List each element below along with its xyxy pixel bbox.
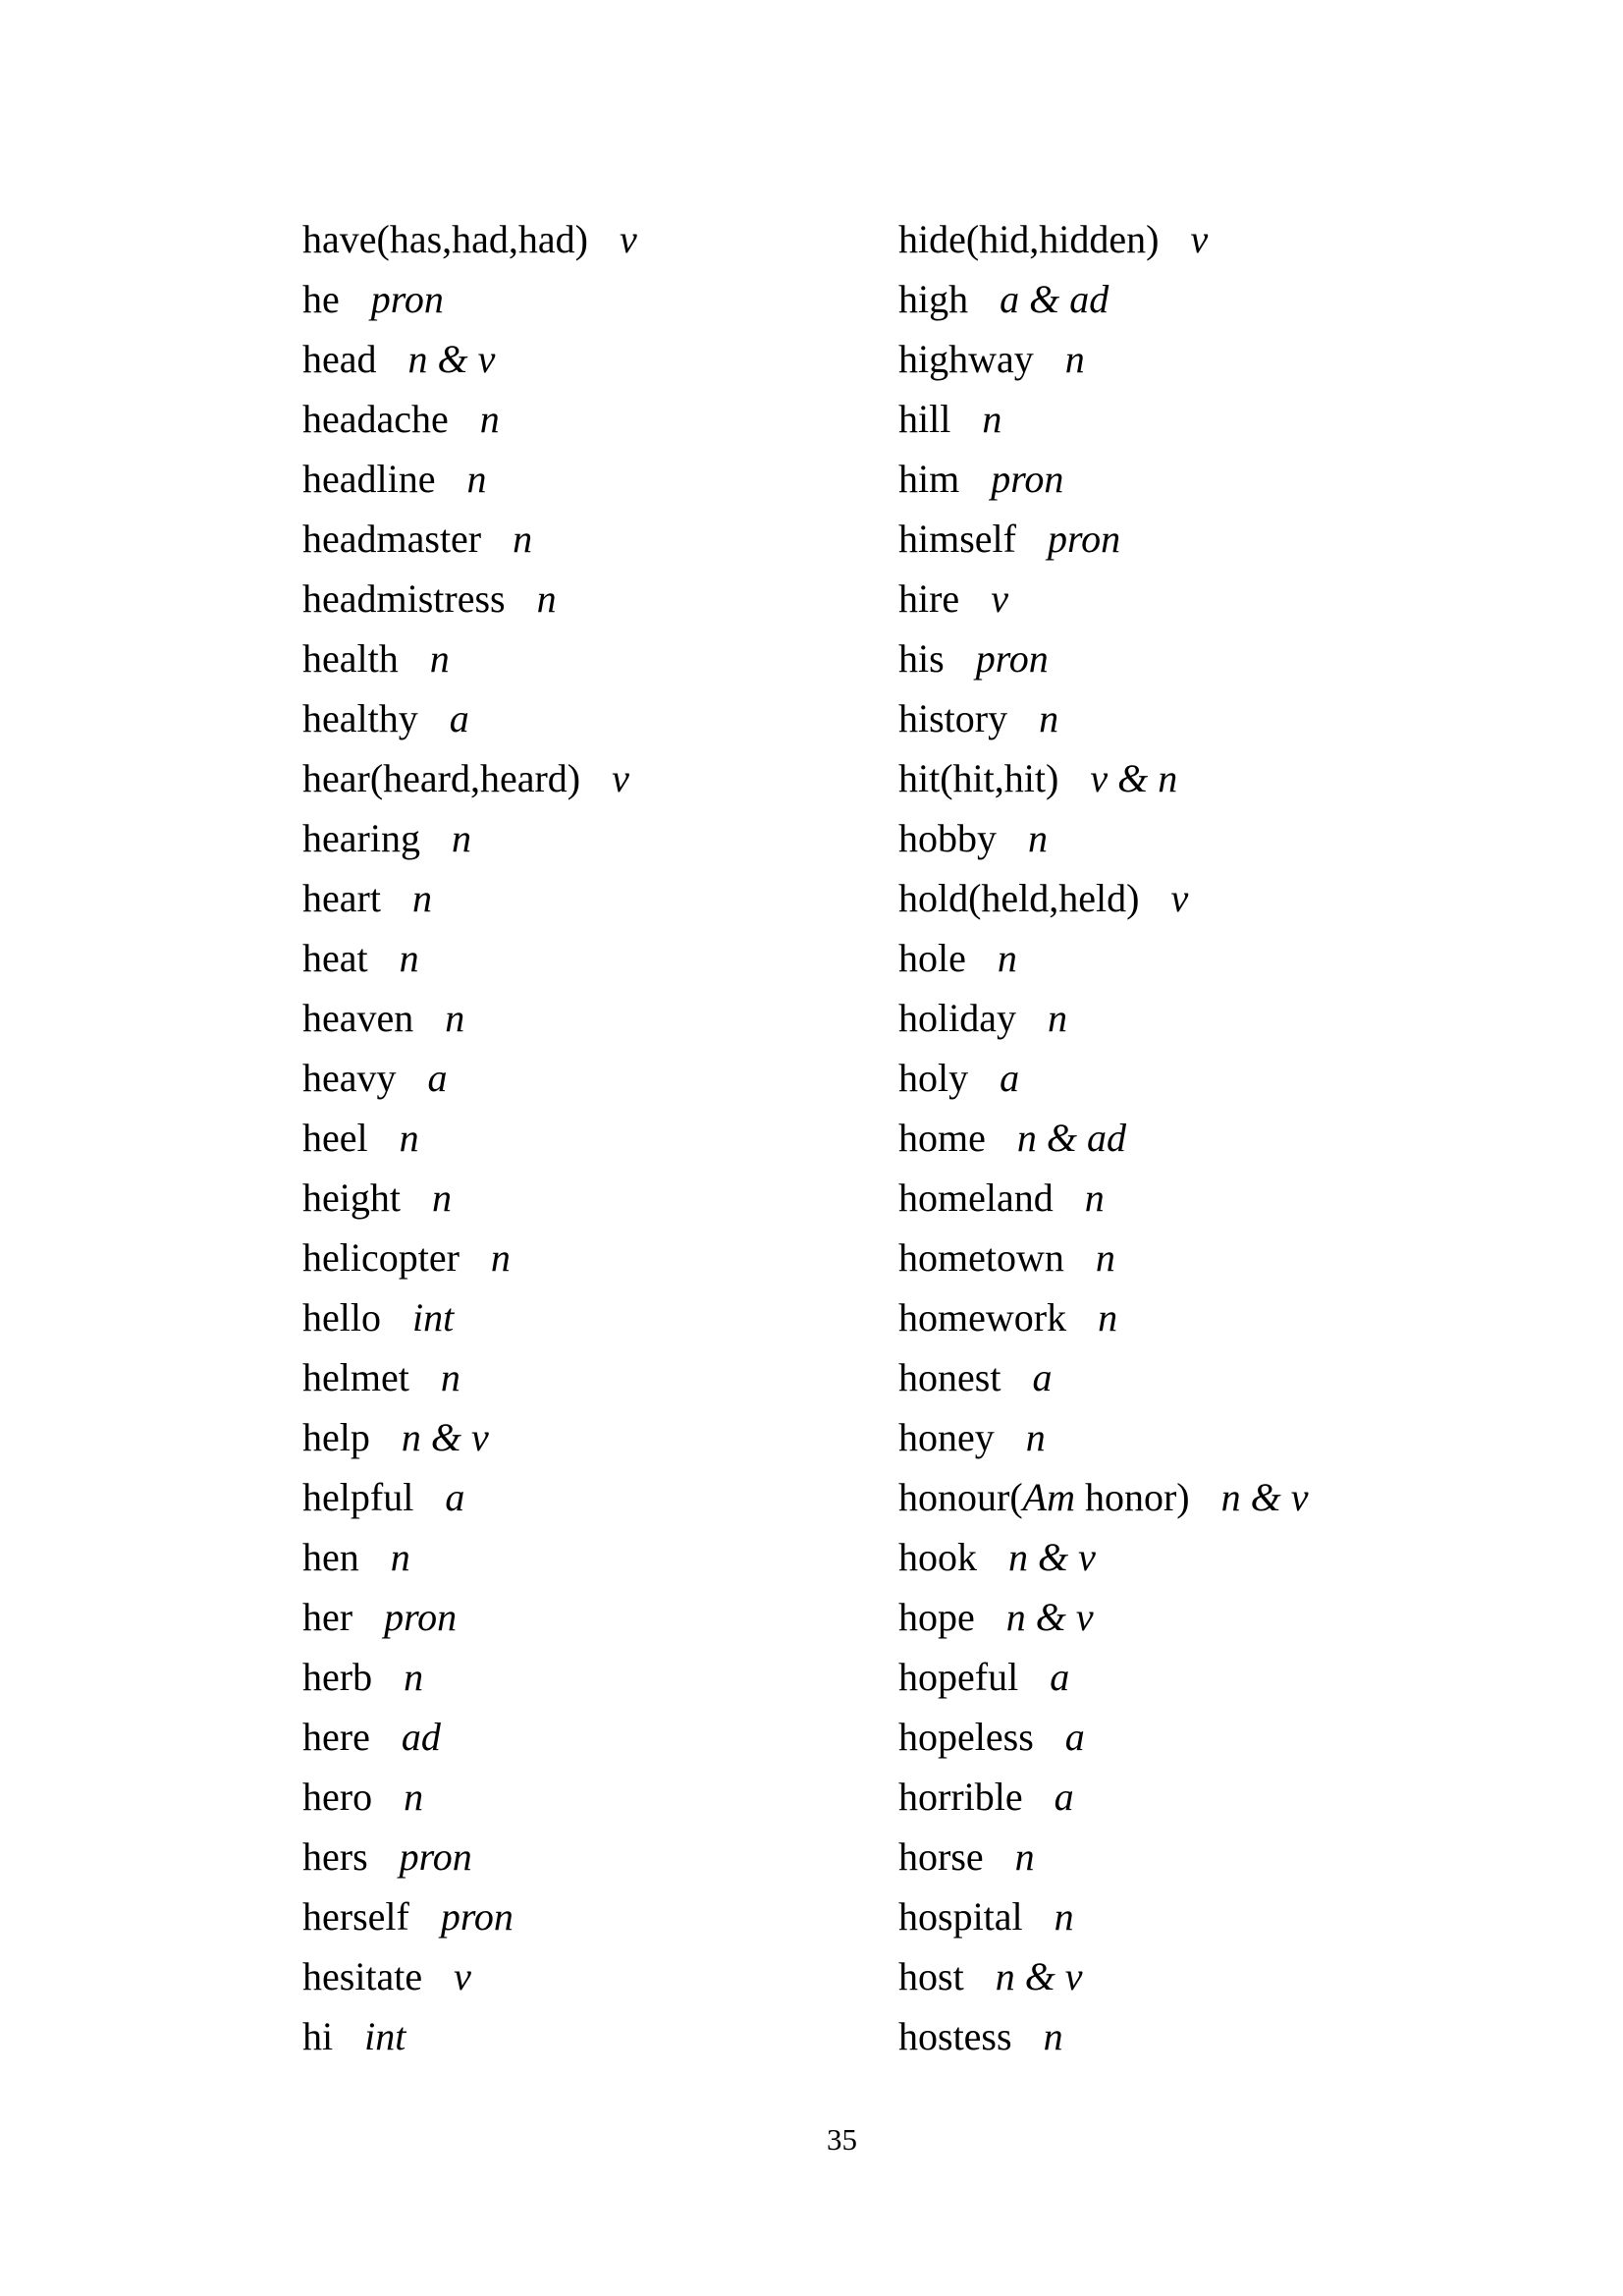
pos-tag: n <box>445 996 465 1040</box>
word-text: hope <box>898 1595 975 1639</box>
word-entry <box>302 1886 637 1946</box>
pos-tag: v <box>612 756 629 800</box>
word-entry <box>302 868 637 928</box>
word-entry <box>898 1647 1308 1707</box>
word-text: home <box>898 1116 986 1160</box>
word-text: height <box>302 1175 401 1220</box>
word-text: highway <box>898 337 1034 381</box>
word-entry <box>302 629 637 688</box>
word-text: headache <box>302 397 449 441</box>
word-text: hero <box>302 1775 373 1819</box>
word-text: high <box>898 277 969 321</box>
pos-tag: n <box>466 457 487 501</box>
word-entry <box>302 1347 637 1407</box>
word-text: herself <box>302 1894 409 1939</box>
word-entry <box>898 1707 1308 1767</box>
pos-tag: a <box>1000 1056 1020 1100</box>
word-entry <box>302 1108 637 1168</box>
word-text: hospital <box>898 1894 1023 1939</box>
word-text: host <box>898 1954 964 1998</box>
pos-tag: pron <box>399 1834 472 1879</box>
word-entry <box>898 569 1308 629</box>
word-entry <box>898 1048 1308 1108</box>
word-text: he <box>302 277 340 321</box>
word-text: holy <box>898 1056 969 1100</box>
pos-tag: a <box>1050 1655 1070 1699</box>
pos-tag: n <box>399 936 419 980</box>
pos-tag: n <box>411 876 432 920</box>
pos-tag: n <box>1084 1175 1105 1220</box>
word-text: hen <box>302 1535 359 1579</box>
pos-tag: n <box>997 936 1017 980</box>
pos-tag: n <box>1095 1235 1115 1280</box>
pos-tag: a & ad <box>1000 277 1109 321</box>
pos-tag: n <box>1025 1415 1046 1459</box>
word-text: hopeful <box>898 1655 1019 1699</box>
word-entry <box>898 1467 1308 1527</box>
word-text: hear(heard,heard) <box>302 756 581 800</box>
word-text: honey <box>898 1415 995 1459</box>
word-text: hello <box>302 1295 381 1339</box>
pos-tag: pron <box>991 457 1064 501</box>
pos-tag: n <box>982 397 1002 441</box>
pos-tag: n & v <box>1220 1475 1309 1519</box>
word-text: homework <box>898 1295 1067 1339</box>
word-text: holiday <box>898 996 1016 1040</box>
word-text: honest <box>898 1355 1001 1399</box>
word-entry <box>302 209 637 269</box>
word-text: health <box>302 636 399 681</box>
word-text: heart <box>302 876 381 920</box>
word-entry <box>302 2006 637 2066</box>
word-entry <box>898 1168 1308 1228</box>
word-entry <box>898 209 1308 269</box>
word-text: hide(hid,hidden) <box>898 217 1160 261</box>
pos-tag: pron <box>384 1595 458 1639</box>
word-entry <box>302 1767 637 1827</box>
word-entry <box>898 808 1308 868</box>
word-text: healthy <box>302 696 418 740</box>
word-entry <box>898 928 1308 988</box>
word-entry <box>302 1168 637 1228</box>
pos-tag: a <box>427 1056 448 1100</box>
word-text: heavy <box>302 1056 397 1100</box>
word-text: head <box>302 337 377 381</box>
word-text: helpful <box>302 1475 414 1519</box>
word-entry <box>302 1287 637 1347</box>
word-entry <box>898 1946 1308 2006</box>
pos-tag: n & v <box>1005 1595 1094 1639</box>
word-entry <box>898 1886 1308 1946</box>
word-entry <box>302 1527 637 1587</box>
word-text: honour(Am honor) <box>898 1475 1190 1519</box>
pos-tag: a <box>1064 1715 1085 1759</box>
word-entry <box>898 389 1308 449</box>
pos-tag: ad <box>401 1715 441 1759</box>
word-entry <box>898 1407 1308 1467</box>
pos-tag: v & n <box>1090 756 1178 800</box>
word-entry <box>898 1108 1308 1168</box>
pos-tag: n <box>513 517 533 561</box>
word-entry <box>302 389 637 449</box>
word-text: helmet <box>302 1355 409 1399</box>
pos-tag: int <box>411 1295 455 1339</box>
word-entry <box>898 1827 1308 1886</box>
word-entry <box>898 509 1308 569</box>
pos-tag: n <box>1047 996 1067 1040</box>
word-text: have(has,had,had) <box>302 217 588 261</box>
word-text: him <box>898 457 960 501</box>
pos-tag: n <box>399 1116 419 1160</box>
word-text: heaven <box>302 996 414 1040</box>
pos-tag: a <box>1054 1775 1074 1819</box>
word-entry <box>302 988 637 1048</box>
pos-tag: v <box>619 217 637 261</box>
word-entry <box>302 509 637 569</box>
word-text: hold(held,held) <box>898 876 1140 920</box>
word-text: hi <box>302 2014 334 2058</box>
pos-tag: n & v <box>1008 1535 1096 1579</box>
word-entry <box>898 688 1308 748</box>
pos-tag: a <box>449 696 469 740</box>
pos-tag: n & v <box>401 1415 489 1459</box>
word-entry <box>898 1287 1308 1347</box>
word-entry <box>302 1707 637 1767</box>
word-entry <box>898 269 1308 329</box>
word-list-left-column <box>302 209 637 2066</box>
word-entry <box>898 1228 1308 1287</box>
word-text: headline <box>302 457 436 501</box>
word-entry <box>302 1407 637 1467</box>
pos-tag: pron <box>440 1894 514 1939</box>
word-entry <box>898 329 1308 389</box>
word-text: hearing <box>302 816 420 860</box>
word-entry <box>898 1767 1308 1827</box>
word-entry <box>302 1048 637 1108</box>
pos-tag: n <box>404 1655 424 1699</box>
word-entry <box>302 808 637 868</box>
word-text: homeland <box>898 1175 1054 1220</box>
pos-tag: v <box>1170 876 1189 920</box>
word-text: hometown <box>898 1235 1064 1280</box>
pos-tag: n <box>1064 337 1085 381</box>
word-text: headmaster <box>302 517 482 561</box>
pos-tag: pron <box>370 277 444 321</box>
pos-tag: n <box>1039 696 1059 740</box>
word-entry <box>302 1827 637 1886</box>
word-text: hopeless <box>898 1715 1034 1759</box>
pos-tag: n <box>479 397 500 441</box>
word-entry <box>898 868 1308 928</box>
pos-tag: n & v <box>407 337 496 381</box>
word-entry <box>898 748 1308 808</box>
word-text: history <box>898 696 1008 740</box>
pos-tag: pron <box>975 636 1049 681</box>
pos-tag: int <box>364 2014 406 2058</box>
word-text: hill <box>898 397 951 441</box>
word-text: horrible <box>898 1775 1023 1819</box>
word-entry <box>302 1467 637 1527</box>
word-italic-part: Am <box>1022 1475 1075 1519</box>
word-entry <box>898 2006 1308 2066</box>
word-text: heel <box>302 1116 368 1160</box>
word-text: help <box>302 1415 370 1459</box>
pos-tag: n <box>1054 1894 1074 1939</box>
word-text: hire <box>898 576 960 621</box>
pos-tag: a <box>1032 1355 1053 1399</box>
pos-tag: v <box>991 576 1008 621</box>
word-entry <box>302 1587 637 1647</box>
word-list-right-column <box>898 209 1308 2066</box>
page-number: 35 <box>827 2122 857 2157</box>
pos-tag: v <box>1190 217 1209 261</box>
pos-tag: n <box>1098 1295 1118 1339</box>
pos-tag: n & v <box>995 1954 1083 1998</box>
pos-tag: n <box>390 1535 410 1579</box>
word-entry <box>302 1228 637 1287</box>
pos-tag: n <box>1014 1834 1035 1879</box>
word-text: hole <box>898 936 966 980</box>
word-entry <box>302 1946 637 2006</box>
word-entry <box>302 569 637 629</box>
word-text: hostess <box>898 2014 1012 2058</box>
word-entry <box>302 928 637 988</box>
word-entry <box>898 629 1308 688</box>
pos-tag: n <box>490 1235 511 1280</box>
pos-tag: a <box>445 1475 465 1519</box>
word-entry <box>302 688 637 748</box>
word-text: helicopter <box>302 1235 460 1280</box>
pos-tag: n <box>451 816 471 860</box>
word-text: here <box>302 1715 370 1759</box>
word-text: headmistress <box>302 576 506 621</box>
word-entry <box>898 1347 1308 1407</box>
pos-tag: n <box>404 1775 424 1819</box>
word-entry <box>302 1647 637 1707</box>
word-text: hit(hit,hit) <box>898 756 1059 800</box>
word-entry <box>898 988 1308 1048</box>
word-text: hook <box>898 1535 977 1579</box>
pos-tag: n <box>1043 2014 1063 2058</box>
pos-tag: v <box>454 1954 471 1998</box>
pos-tag: n <box>429 636 450 681</box>
word-text: himself <box>898 517 1016 561</box>
pos-tag: n <box>536 576 557 621</box>
word-text: horse <box>898 1834 984 1879</box>
pos-tag: n & ad <box>1016 1116 1126 1160</box>
word-text: hesitate <box>302 1954 423 1998</box>
word-text: hobby <box>898 816 997 860</box>
word-entry <box>898 1587 1308 1647</box>
word-entry <box>898 449 1308 509</box>
pos-tag: pron <box>1047 517 1121 561</box>
word-entry <box>302 748 637 808</box>
pos-tag: n <box>1028 816 1048 860</box>
word-entry <box>302 329 637 389</box>
word-text: herb <box>302 1655 373 1699</box>
word-text: heat <box>302 936 368 980</box>
pos-tag: n <box>440 1355 460 1399</box>
pos-tag: n <box>431 1175 452 1220</box>
word-entry <box>302 449 637 509</box>
word-text: hers <box>302 1834 368 1879</box>
word-text: her <box>302 1595 353 1639</box>
word-text: his <box>898 636 945 681</box>
word-entry <box>302 269 637 329</box>
word-entry <box>898 1527 1308 1587</box>
